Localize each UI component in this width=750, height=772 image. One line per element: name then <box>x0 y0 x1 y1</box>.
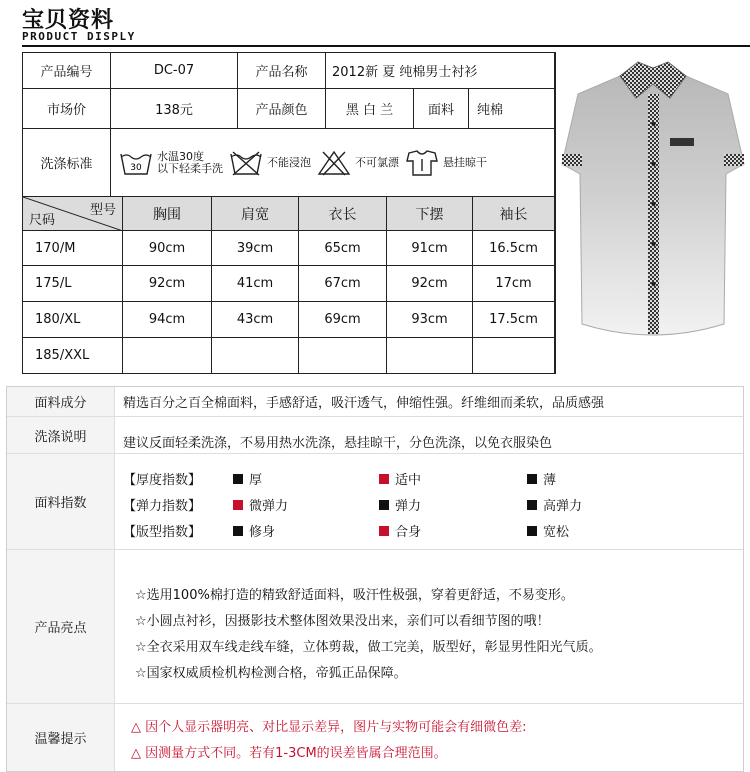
price-label: 市场价 <box>23 89 111 129</box>
name-value: 2012新 夏 纯棉男士衬衫 <box>326 53 555 89</box>
fabric-value: 纯棉 <box>469 89 555 129</box>
code-label: 产品编号 <box>23 53 111 89</box>
composition-value: 精选百分之百全棉面料，手感舒适，吸汗透气，伸缩性强。纤维细而柔软，品质感强 <box>123 396 605 411</box>
size-row-4-hem <box>387 338 473 373</box>
size-row-2-size: 175/L <box>23 266 123 302</box>
thickness-index-name: 【厚度指数】 <box>123 473 202 488</box>
size-row-3-shoulder: 43cm <box>212 302 299 338</box>
size-row-2-length: 67cm <box>299 266 387 302</box>
size-row-1-hem: 91cm <box>387 231 473 266</box>
corner-top-label: 型号 <box>89 203 116 218</box>
highlights-row <box>7 550 743 704</box>
size-row-1-chest: 90cm <box>123 231 212 266</box>
fabric-index-label: 面料指数 <box>7 454 115 549</box>
wash-30-line1: 水温30度 <box>157 149 204 163</box>
care-row <box>7 417 743 454</box>
header-sleeve: 袖长 <box>473 197 555 231</box>
no-soak-label: 不能浸泡 <box>267 155 311 169</box>
tips-label: 温馨提示 <box>7 704 115 771</box>
highlight-1: ☆选用100%棉打造的精致舒适面料，吸汗性极强，穿着更舒适，不易变形。 <box>135 588 574 603</box>
elasticity-opt-normal: 弹力 <box>379 495 421 514</box>
code-value: DC-07 <box>111 53 238 89</box>
color-value: 黑 白 兰 <box>326 89 414 129</box>
name-label: 产品名称 <box>238 53 326 89</box>
size-row-2-sleeve: 17cm <box>473 266 555 302</box>
fit-index-name: 【版型指数】 <box>123 525 202 540</box>
corner-bottom-label: 尺码 <box>29 213 56 228</box>
price-value: 138元 <box>111 89 238 129</box>
size-row-4-chest <box>123 338 212 373</box>
wash-symbols <box>111 129 555 197</box>
hang-dry-label: 悬挂晾干 <box>443 155 487 169</box>
highlight-4: ☆国家权威质检机构检测合格，帝狐正品保障。 <box>135 666 407 681</box>
header-shoulder: 肩宽 <box>212 197 299 231</box>
tip-2: △ 因测量方式不同。若有1-3CM的误差皆属合理范围。 <box>131 746 447 761</box>
header-chest: 胸围 <box>123 197 212 231</box>
no-soak-item <box>229 150 311 176</box>
size-row-2-hem: 92cm <box>387 266 473 302</box>
no-soak-icon <box>229 150 263 176</box>
header-length: 衣长 <box>299 197 387 231</box>
thickness-opt-thin: 薄 <box>527 469 556 488</box>
size-row-4-sleeve <box>473 338 555 373</box>
wash-30-line2: 以下轻柔手洗 <box>157 161 223 175</box>
size-row-1-length: 65cm <box>299 231 387 266</box>
size-row-4-shoulder <box>212 338 299 373</box>
hang-dry-item <box>405 149 487 177</box>
composition-row <box>7 387 743 417</box>
fabric-index-row <box>7 454 743 550</box>
elasticity-index-name: 【弹力指数】 <box>123 499 202 514</box>
composition-label: 面料成分 <box>7 387 115 416</box>
wash-label: 洗涤标准 <box>23 129 111 197</box>
tips-row <box>7 704 743 771</box>
no-bleach-label: 不可氯漂 <box>355 155 399 169</box>
header-hem: 下摆 <box>387 197 473 231</box>
size-corner <box>23 197 123 231</box>
elasticity-opt-high: 高弹力 <box>527 495 582 514</box>
size-row-2-shoulder: 41cm <box>212 266 299 302</box>
size-row-3-size: 180/XL <box>23 302 123 338</box>
fit-opt-slim: 修身 <box>233 521 275 540</box>
wash-30-item <box>119 150 223 176</box>
size-row-4-size: 185/XXL <box>23 338 123 373</box>
care-value: 建议反面轻柔洗涤，不易用热水洗涤，悬挂晾干，分色洗涤，以免衣服染色 <box>123 435 553 451</box>
page-subtitle: PRODUCT DISPLY <box>22 30 136 43</box>
size-row-4-length <box>299 338 387 373</box>
size-row-2-chest: 92cm <box>123 266 212 302</box>
size-row-3-sleeve: 17.5cm <box>473 302 555 338</box>
page-title: 宝贝资料 <box>22 8 115 33</box>
size-row-1-size: 170/M <box>23 231 123 266</box>
size-row-3-hem: 93cm <box>387 302 473 338</box>
no-bleach-icon <box>317 150 351 176</box>
wash-30-mark: 30 <box>130 162 142 173</box>
product-shirt-image <box>558 54 748 354</box>
highlights-label: 产品亮点 <box>7 550 115 703</box>
size-row-1-sleeve: 16.5cm <box>473 231 555 266</box>
hang-dry-icon <box>405 149 439 177</box>
highlight-2: ☆小圆点衬衫，因摄影技术整体图效果没出来，亲们可以看细节图的哦！ <box>135 614 550 629</box>
thickness-opt-medium: 适中 <box>379 469 421 488</box>
wash-30-icon <box>119 150 153 176</box>
no-bleach-item <box>317 150 399 176</box>
color-label: 产品颜色 <box>238 89 326 129</box>
spec-table <box>22 52 556 374</box>
size-row-3-length: 69cm <box>299 302 387 338</box>
size-row-3-chest: 94cm <box>123 302 212 338</box>
size-row-1-shoulder: 39cm <box>212 231 299 266</box>
details-table <box>6 386 744 772</box>
care-label: 洗涤说明 <box>7 417 115 453</box>
fit-opt-loose: 宽松 <box>527 521 569 540</box>
thickness-opt-thick: 厚 <box>233 469 262 488</box>
tip-1: △ 因个人显示器明亮、对比显示差异，图片与实物可能会有细微色差: <box>131 720 527 735</box>
elasticity-opt-slight: 微弹力 <box>233 495 288 514</box>
fit-opt-regular: 合身 <box>379 521 421 540</box>
header-divider <box>22 45 750 47</box>
fabric-label: 面料 <box>414 89 469 129</box>
highlight-3: ☆全衣采用双车线走线车缝，立体剪裁，做工完美，版型好，彰显男性阳光气质。 <box>135 640 602 655</box>
